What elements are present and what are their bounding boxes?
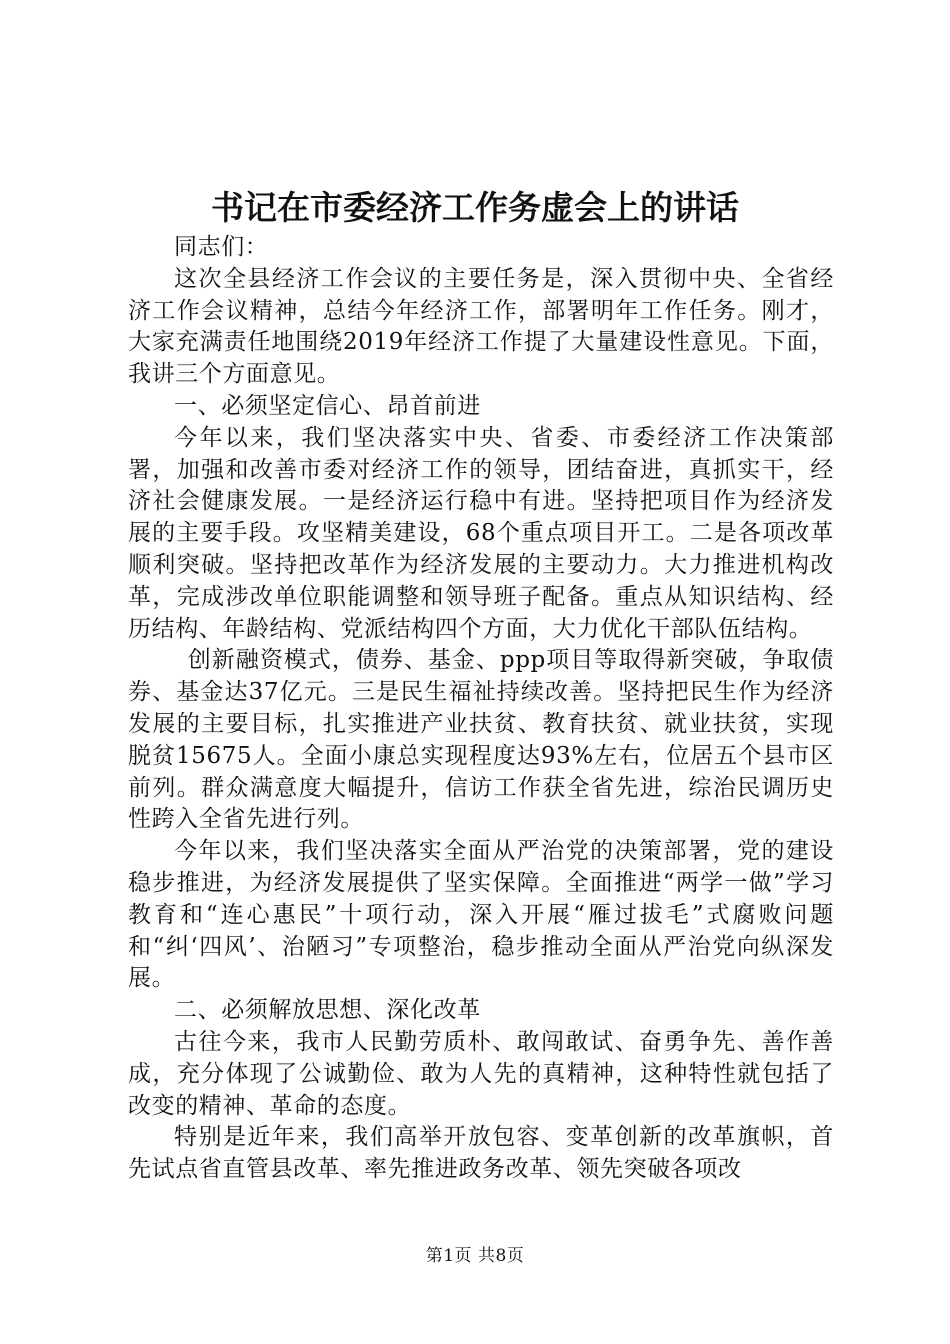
paragraph: 今年以来，我们坚决落实中央、省委、市委经济工作决策部署，加强和改善市委对经济工作的领导，团结奋进，真抓实干，经济社会健康发展。一是经济运行稳中有进。坚持把项目作为经济发展的主要手段。攻坚精美建设，68个重点项目开工。二是各项改革顺利突破。坚持把改革作为经济发展的主要动力。大力推进机构改革，完成涉改单位职能调整和领导班子配备。重点从知识结构、经历结构、年龄结构、党派结构四个方面，大力优化干部队伍结构。 [128, 424, 834, 642]
salutation: 同志们： [174, 234, 269, 260]
section-heading: 一、必须坚定信心、昂首前进 [174, 392, 481, 419]
paragraph: 今年以来，我们坚决落实全面从严治党的决策部署，党的建设稳步推进，为经济发展提供了坚实保障。全面推进“两学一做”学习教育和“连心惠民”十项行动，深入开展“雁过拔毛”式腐败问题和“纠‘四风’、治陋习”专项整治，稳步推动全面从严治党向纵深发展。 [128, 838, 834, 992]
document-body [128, 232, 834, 1186]
paragraph: 创新融资模式，债券、基金、ppp项目等取得新突破，争取债券、基金达37亿元。三是民生福祉持续改善。坚持把民生作为经济发展的主要目标，扎实推进产业扶贫、教育扶贫、就业扶贫，实现脱贫15675人。全面小康总实现程度达93%左右，位居五个县市区前列。群众满意度大幅提升，信访工作获全省先进，综治民调历史性跨入全省先进行列。 [128, 647, 834, 833]
paragraph: 古往今来，我市人民勤劳质朴、敢闯敢试、奋勇争先、善作善成，充分体现了公诚勤俭、敢为人先的真精神，这种特性就包括了改变的精神、革命的态度。 [128, 1028, 834, 1119]
document-title: 书记在市委经济工作务虚会上的讲话 [211, 188, 739, 227]
section-heading: 二、必须解放思想、深化改革 [174, 997, 481, 1024]
paragraph: 这次全县经济工作会议的主要任务是，深入贯彻中央、全省经济工作会议精神，总结今年经济工作，部署明年工作任务。刚才，大家充满责任地围绕2019年经济工作提了大量建设性意见。下面，我讲三个方面意见。 [128, 265, 834, 388]
paragraph: 特别是近年来，我们高举开放包容、变革创新的改革旗帜，首先试点省直管县改革、率先推进政务改革、领先突破各项改 [128, 1124, 834, 1183]
page-footer: 第1页 共8页 [425, 1246, 525, 1266]
